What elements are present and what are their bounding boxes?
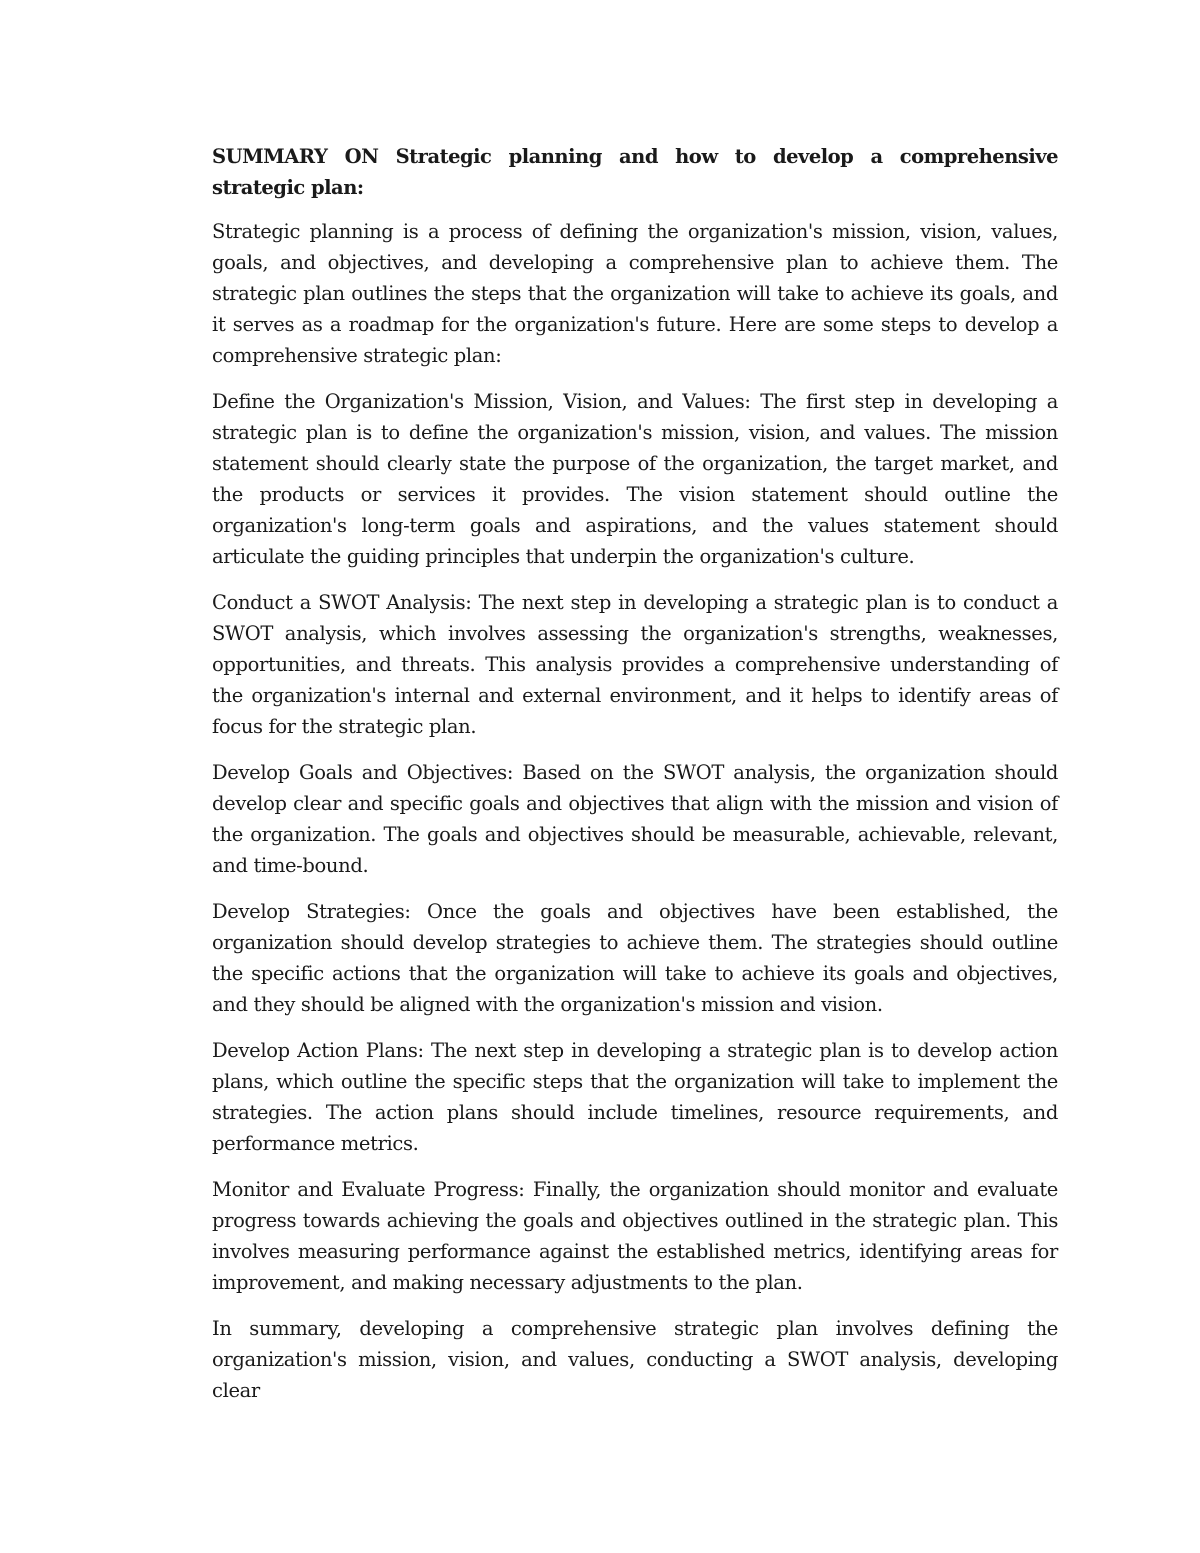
paragraph-monitor-evaluate: Monitor and Evaluate Progress: Finally, the organization should monitor and evaluate progress towards achieving the goals and objectives outlined in the strategic plan. This involves measuring performance against the established metrics, identifying areas for improvement, and making necessary adjustments to the plan. xyxy=(212,1178,1058,1294)
paragraph-summary: In summary, developing a comprehensive strategic plan involves defining the organization's mission, vision, and values, conducting a SWOT analysis, developing clear xyxy=(212,1317,1058,1402)
document-title: SUMMARY ON Strategic planning and how to develop a comprehensive strategic plan: xyxy=(212,145,1058,199)
paragraph-mission-vision-values: Define the Organization's Mission, Vision, and Values: The first step in developing a strategic plan is to define the organization's mission, vision, and values. The mission statement should clearly state the purpose of the organization, the target market, and the products or services it provides. The vision statement should outline the organization's long-term goals and aspirations, and the values statement should articulate the guiding principles that underpin the organization's culture. xyxy=(212,390,1058,568)
paragraph-intro: Strategic planning is a process of defining the organization's mission, vision, values, goals, and objectives, and developing a comprehensive plan to achieve them. The strategic plan outlines the steps that the organization will take to achieve its goals, and it serves as a roadmap for the organization's future. Here are some steps to develop a comprehensive strategic plan: xyxy=(212,220,1058,367)
document-body xyxy=(212,141,1058,1421)
paragraph-swot-analysis: Conduct a SWOT Analysis: The next step in developing a strategic plan is to conduct a SWOT analysis, which involves assessing the organization's strengths, weaknesses, opportunities, and threats. This analysis provides a comprehensive understanding of the organization's internal and external environment, and it helps to identify areas of focus for the strategic plan. xyxy=(212,591,1058,738)
paragraph-goals-objectives: Develop Goals and Objectives: Based on the SWOT analysis, the organization should develop clear and specific goals and objectives that align with the mission and vision of the organization. The goals and objectives should be measurable, achievable, relevant, and time-bound. xyxy=(212,761,1058,877)
paragraph-strategies: Develop Strategies: Once the goals and objectives have been established, the organization should develop strategies to achieve them. The strategies should outline the specific actions that the organization will take to achieve its goals and objectives, and they should be aligned with the organization's mission and vision. xyxy=(212,900,1058,1016)
paragraph-action-plans: Develop Action Plans: The next step in developing a strategic plan is to develop action plans, which outline the specific steps that the organization will take to implement the strategies. The action plans should include timelines, resource requirements, and performance metrics. xyxy=(212,1039,1058,1155)
